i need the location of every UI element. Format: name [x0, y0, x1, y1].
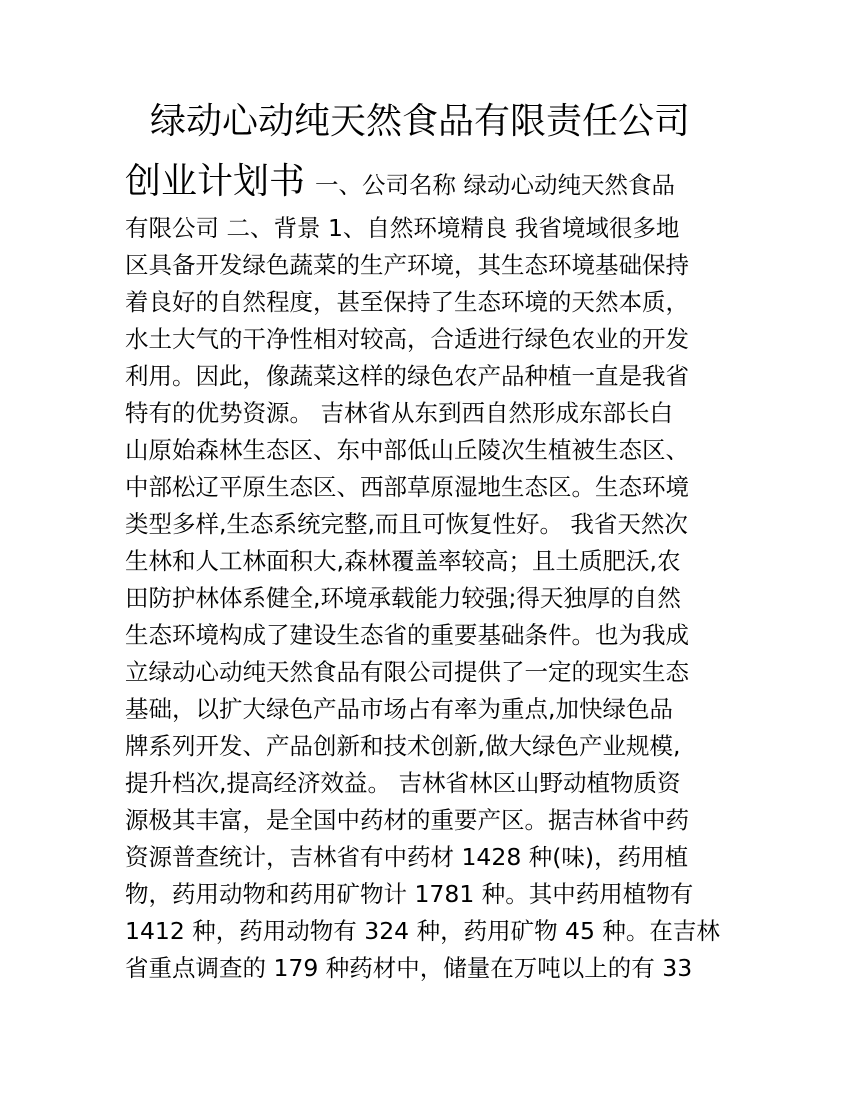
text-line: 特有的优势资源。 吉林省从东到西自然形成东部长白: [125, 399, 673, 427]
document-title: 绿动心动纯天然食品有限责任公司: [150, 101, 691, 142]
text-line: 类型多样,生态系统完整,而且可恢复性好。 我省天然次: [125, 510, 688, 538]
text-line: 提升档次,提高经济效益。 吉林省林区山野动植物质资: [125, 769, 681, 797]
text-line: 基础，以扩大绿色产品市场占有率为重点,加快绿色品: [125, 695, 673, 723]
text-line: 生林和人工林面积大,森林覆盖率较高；且土质肥沃,农: [125, 547, 681, 575]
text-line: 山原始森林生态区、东中部低山丘陵次生植被生态区、: [125, 436, 689, 464]
text-line: 1412 种，药用动物有 324 种，药用矿物 45 种。在吉林: [125, 917, 720, 945]
text-line: 一、公司名称 绿动心动纯天然食品: [315, 171, 675, 199]
text-line: 田防护林体系健全,环境承载能力较强;得天独厚的自然: [125, 584, 681, 612]
text-line: 有限公司 二、背景 1、自然环境精良 我省境域很多地: [125, 214, 680, 242]
text-line: 中部松辽平原生态区、西部草原湿地生态区。生态环境: [125, 473, 689, 501]
text-line: 着良好的自然程度，甚至保持了生态环境的天然本质，: [125, 288, 689, 316]
text-line: 生态环境构成了建设生态省的重要基础条件。也为我成: [125, 621, 689, 649]
text-line: 物，药用动物和药用矿物计 1781 种。其中药用植物有: [125, 880, 694, 908]
text-line: 资源普查统计，吉林省有中药材 1428 种(味)，药用植: [125, 843, 689, 871]
text-line: 牌系列开发、产品创新和技术创新,做大绿色产业规模,: [125, 732, 681, 760]
text-line: 水土大气的干净性相对较高，合适进行绿色农业的开发: [125, 325, 689, 353]
text-line: 源极其丰富，是全国中药材的重要产区。据吉林省中药: [125, 806, 689, 834]
text-line: 区具备开发绿色蔬菜的生产环境，其生态环境基础保持: [125, 251, 689, 279]
text-line: 立绿动心动纯天然食品有限公司提供了一定的现实生态: [125, 658, 689, 686]
title-line-2: [125, 160, 735, 207]
document-subtitle: 创业计划书: [125, 161, 306, 202]
text-line: 利用。因此，像蔬菜这样的绿色农产品种植一直是我省: [125, 362, 689, 390]
text-line: 省重点调查的 179 种药材中，储量在万吨以上的有 33: [125, 954, 693, 982]
